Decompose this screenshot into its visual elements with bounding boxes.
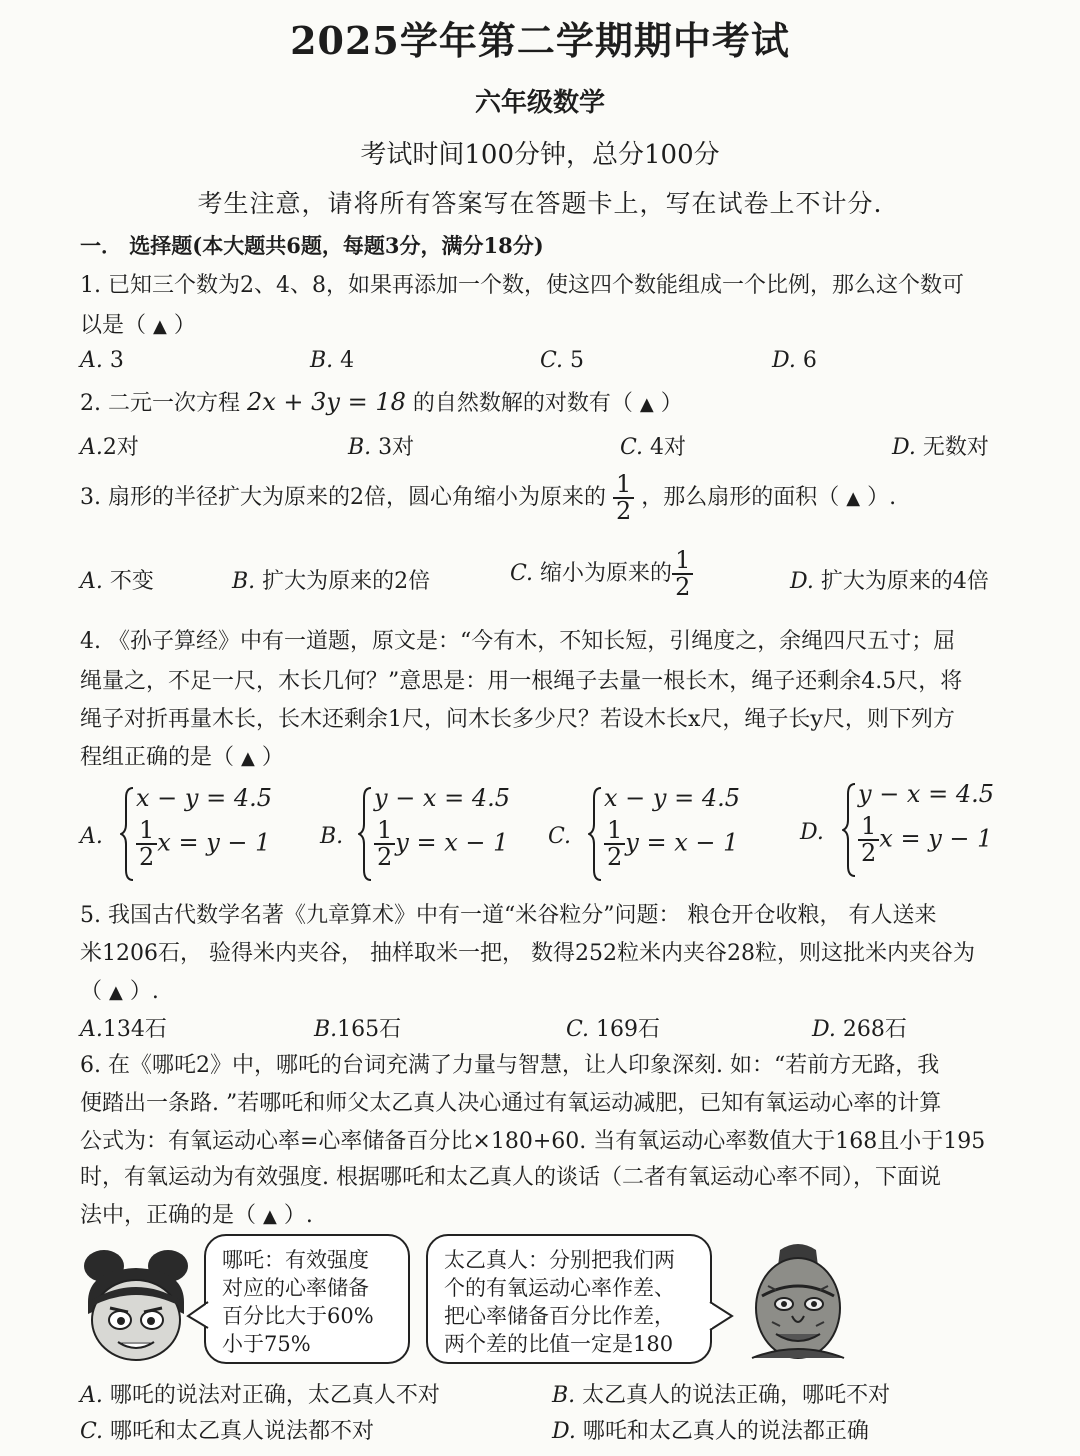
option-label: A. xyxy=(80,569,103,594)
fraction-numerator: 1 xyxy=(604,818,625,845)
fraction-denominator: 2 xyxy=(139,843,155,872)
option-label: C. xyxy=(566,1017,590,1042)
q5-line3-post: ）. xyxy=(129,979,159,1004)
q6-option-a xyxy=(80,1378,440,1409)
fraction-numerator: 1 xyxy=(858,814,879,841)
system-rest: = y − 1 xyxy=(170,828,271,857)
q4-option-a-label: A. xyxy=(80,824,103,849)
q3-stem xyxy=(80,472,896,524)
option-label: B. xyxy=(310,348,334,373)
bubble-tail-icon xyxy=(186,1300,210,1330)
fraction-denominator: 2 xyxy=(861,839,877,868)
q5-line3 xyxy=(80,974,159,1005)
q5-option-d xyxy=(812,1012,907,1043)
q1-line1: 1. 已知三个数为2、4、8，如果再添加一个数，使这四个数能组成一个比例，那么这个数可 xyxy=(80,273,964,298)
bubble-line: 百分比大于60% xyxy=(222,1304,374,1328)
nezha-speech-bubble xyxy=(204,1234,410,1364)
option-text: 169石 xyxy=(596,1017,661,1042)
q4-line3: 绳子对折再量木长，长木还剩余1尺，问木长多少尺？若设木长x尺，绳子长y尺，则下列方 xyxy=(80,707,955,732)
system-variable: x xyxy=(157,828,171,857)
bubble-line: 个的有氧运动心率作差、 xyxy=(444,1276,675,1300)
brace-icon xyxy=(588,784,604,884)
q3-fraction xyxy=(613,472,634,524)
answer-blank-triangle: ▲ xyxy=(153,316,167,337)
option-label: D. xyxy=(892,435,916,460)
q4-line4-pre: 程组正确的是（ xyxy=(80,745,235,770)
q2-option-a xyxy=(80,430,139,461)
q2-pre: 2. 二元一次方程 xyxy=(80,391,240,416)
system-equation-1: x − y = 4.5 xyxy=(604,784,740,812)
fraction-denominator: 2 xyxy=(377,843,393,872)
bubble-tail-icon xyxy=(708,1300,734,1332)
system-variable: y xyxy=(625,828,639,857)
system-equation-1: y − x = 4.5 xyxy=(858,780,994,808)
fraction-denominator: 2 xyxy=(615,497,632,526)
system-fraction xyxy=(374,818,395,870)
option-label: C. xyxy=(510,561,534,587)
system-fraction xyxy=(604,818,625,870)
answer-blank-triangle: ▲ xyxy=(263,1206,277,1227)
exam-title: 2025学年第二学期期中考试 xyxy=(290,18,790,63)
q6-line5-pre: 法中，正确的是（ xyxy=(80,1203,257,1228)
q4-option-b-label: B. xyxy=(320,824,344,849)
option-text: 4对 xyxy=(650,435,687,460)
option-text: 6 xyxy=(802,348,817,373)
q1-line2-pre: 以是（ xyxy=(80,313,147,338)
option-label: D. xyxy=(552,1419,576,1444)
brace-icon xyxy=(120,784,136,884)
q2-option-d xyxy=(892,430,989,461)
q6-line5-post: ）. xyxy=(283,1203,313,1228)
nezha-character-icon xyxy=(74,1244,198,1368)
option-text: 扩大为原来的4倍 xyxy=(820,569,989,594)
system-equation-2 xyxy=(136,818,270,870)
q4-option-d-system xyxy=(842,780,992,866)
option-label: B. xyxy=(348,435,372,460)
bubble-line: 对应的心率储备 xyxy=(222,1276,369,1300)
q6-line4: 时，有氧运动为有效强度. 根据哪吒和太乙真人的谈话（二者有氧运动心率不同），下面说 xyxy=(80,1165,941,1190)
q2-stem xyxy=(80,386,683,417)
q6-line2: 便踏出一条路. ”若哪吒和师父太乙真人决心通过有氧运动减肥，已知有氧运动心率的计算 xyxy=(80,1091,942,1116)
q1-option-d xyxy=(772,348,817,373)
q4-option-c-system xyxy=(588,784,738,870)
bubble-line: 太乙真人：分别把我们两 xyxy=(444,1248,675,1272)
option-label: C. xyxy=(80,1419,104,1444)
option-label: D. xyxy=(790,569,814,594)
q1-option-c xyxy=(540,348,584,373)
q6-line1: 6. 在《哪吒2》中，哪吒的台词充满了力量与智慧，让人印象深刻. 如：“若前方无路，我 xyxy=(80,1053,940,1078)
answer-blank-triangle: ▲ xyxy=(639,394,654,415)
system-fraction xyxy=(136,818,157,870)
option-text: 134石 xyxy=(102,1017,167,1042)
system-equation-1: x − y = 4.5 xyxy=(136,784,272,812)
option-text: 4 xyxy=(340,348,355,373)
q5-line1: 5. 我国古代数学名著《九章算术》中有一道“米谷粒分”问题： 粮仓开仓收粮， 有人送来 xyxy=(80,903,937,928)
option-label: B. xyxy=(314,1017,338,1042)
option-label: A. xyxy=(80,348,103,373)
system-fraction xyxy=(858,814,879,866)
q2-option-b xyxy=(348,430,414,461)
exam-time-info: 考试时间100分钟，总分100分 xyxy=(360,140,720,170)
system-equation-2 xyxy=(858,814,992,866)
option-text: 3 xyxy=(109,348,124,373)
q6-line3: 公式为：有氧运动心率=心率储备百分比×180+60. 当有氧运动心率数值大于168且小于195 xyxy=(80,1129,986,1154)
q1-option-a xyxy=(80,348,124,373)
option-text: 太乙真人的说法正确，哪吒不对 xyxy=(582,1383,891,1408)
option-label: A. xyxy=(80,1383,103,1408)
q5-option-a xyxy=(80,1012,167,1043)
system-rest: = y − 1 xyxy=(892,824,993,853)
option-text: 3对 xyxy=(378,435,415,460)
option-label: A. xyxy=(80,435,103,460)
fraction-denominator: 2 xyxy=(607,843,623,872)
option-text: 扩大为原来的2倍 xyxy=(262,569,431,594)
q5-line3-pre: （ xyxy=(80,979,103,1004)
system-variable: x xyxy=(879,824,893,853)
q3-close: ）. xyxy=(867,485,897,511)
option-text: 哪吒的说法对正确，太乙真人不对 xyxy=(109,1383,440,1408)
system-equation-1: y − x = 4.5 xyxy=(374,784,510,812)
option-label: A. xyxy=(80,1017,103,1042)
option-text: 哪吒和太乙真人说法都不对 xyxy=(110,1419,375,1444)
bubble-line: 把心率储备百分比作差， xyxy=(444,1304,675,1328)
q3-option-c-fraction xyxy=(672,548,693,600)
q3-option-b xyxy=(232,564,430,595)
option-label: D. xyxy=(812,1017,836,1042)
q4-option-c-label: C. xyxy=(548,824,572,849)
bubble-line: 小于75% xyxy=(222,1332,311,1356)
option-text: 268石 xyxy=(842,1017,907,1042)
q4-option-b-system xyxy=(358,784,508,870)
q1-line2 xyxy=(80,308,196,339)
q3-option-c xyxy=(510,548,693,600)
q5-line2: 米1206石， 验得米内夹谷， 抽样取米一把， 数得252粒米内夹谷28粒，则这批米内夹谷为 xyxy=(80,941,975,966)
q4-option-a-system xyxy=(120,784,270,870)
q6-option-b xyxy=(552,1378,890,1409)
option-label: D. xyxy=(772,348,796,373)
q2-option-c xyxy=(620,430,686,461)
bubble-line: 两个差的比值一定是180 xyxy=(444,1332,674,1356)
q2-equation: 2x + 3y = 18 xyxy=(246,388,406,416)
fraction-numerator: 1 xyxy=(136,818,157,845)
q3-post: ，那么扇形的面积（ xyxy=(641,485,840,511)
system-rest: = x − 1 xyxy=(638,828,739,857)
option-label: B. xyxy=(232,569,256,594)
q5-option-b xyxy=(314,1012,401,1043)
system-equation-2 xyxy=(604,818,738,870)
q3-pre: 3. 扇形的半径扩大为原来的2倍，圆心角缩小为原来的 xyxy=(80,485,606,511)
section-heading: 一． 选择题(本大题共6题，每题3分，满分18分) xyxy=(80,233,544,258)
q4-line4 xyxy=(80,740,284,771)
exam-subtitle: 六年级数学 xyxy=(474,88,605,118)
q1-option-b xyxy=(310,348,354,373)
answer-blank-triangle: ▲ xyxy=(846,488,861,510)
q4-line2: 绳量之，不足一尺，木长几何？”意思是：用一根绳子去量一根长木，绳子还剩余4.5尺，将 xyxy=(80,669,963,694)
q1-line2-post: ） xyxy=(173,313,196,338)
option-text: 无数对 xyxy=(922,435,989,460)
q4-option-d-label: D. xyxy=(800,820,824,845)
option-text: 2对 xyxy=(102,435,139,460)
q6-line5 xyxy=(80,1198,313,1229)
system-equation-2 xyxy=(374,818,508,870)
q6-option-c xyxy=(80,1414,374,1445)
option-text: 165石 xyxy=(337,1017,402,1042)
option-text: 不变 xyxy=(109,569,154,594)
option-label: B. xyxy=(552,1383,576,1408)
q4-line4-post: ） xyxy=(261,745,284,770)
system-variable: y xyxy=(395,828,409,857)
q5-option-c xyxy=(566,1012,660,1043)
q2-post: 的自然数解的对数有（ xyxy=(412,391,633,416)
fraction-numerator: 1 xyxy=(374,818,395,845)
option-text: 5 xyxy=(570,348,585,373)
answer-blank-triangle: ▲ xyxy=(241,748,255,769)
bubble-line: 哪吒：有效强度 xyxy=(222,1248,369,1272)
q2-close: ） xyxy=(660,391,683,416)
option-text: 缩小为原来的 xyxy=(540,561,673,587)
option-text: 哪吒和太乙真人的说法都正确 xyxy=(582,1419,869,1444)
q3-option-a xyxy=(80,564,154,595)
system-rest: = x − 1 xyxy=(408,828,509,857)
q6-option-d xyxy=(552,1414,869,1445)
fraction-denominator: 2 xyxy=(675,573,691,602)
option-label: C. xyxy=(620,435,644,460)
answer-blank-triangle: ▲ xyxy=(109,982,123,1003)
exam-notice: 考生注意，请将所有答案写在答题卡上，写在试卷上不计分. xyxy=(197,189,883,218)
option-label: C. xyxy=(540,348,564,373)
brace-icon xyxy=(842,780,858,880)
taiyi-character-icon xyxy=(732,1236,862,1366)
fraction-numerator: 1 xyxy=(613,472,634,499)
taiyi-speech-bubble xyxy=(426,1234,712,1364)
brace-icon xyxy=(358,784,374,884)
fraction-numerator: 1 xyxy=(672,548,693,575)
q4-line1: 4. 《孙子算经》中有一道题，原文是：“今有木，不知长短，引绳度之，余绳四尺五寸；屈 xyxy=(80,629,956,654)
q3-option-d xyxy=(790,564,989,595)
